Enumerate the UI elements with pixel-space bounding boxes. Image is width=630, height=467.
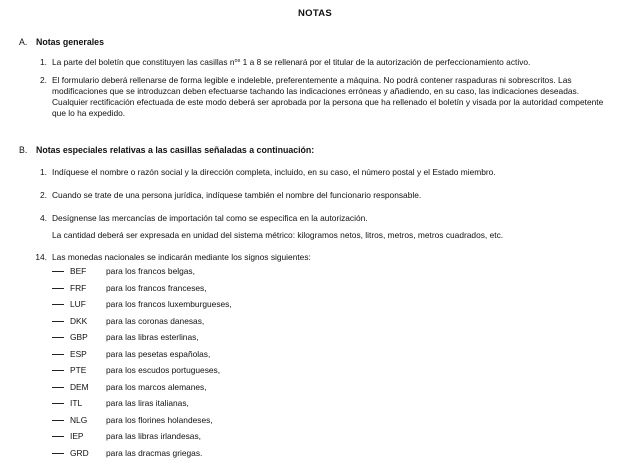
note-b4-line-1: Desígnense las mercancías de importación tal como se especifica en la autorización.	[52, 213, 368, 223]
dash-bullet	[52, 370, 64, 371]
currency-row	[52, 413, 352, 428]
note-b4	[35, 213, 616, 241]
currency-code: GRD	[70, 447, 89, 458]
currency-row	[52, 297, 352, 312]
currency-code: DKK	[70, 315, 88, 326]
currency-description: para los florines holandeses,	[106, 414, 213, 425]
currency-row	[52, 330, 352, 345]
currency-row	[52, 429, 352, 444]
currency-description: para las dracmas griegas.	[106, 447, 203, 458]
page-title: NOTAS	[297, 8, 333, 19]
currency-code: DEM	[70, 381, 89, 392]
note-a1-text: La parte del boletín que constituyen las casillas $n^{os}$ 1 a 8 se rellenará por el titular de la autorización de perfeccionamiento activo.	[52, 57, 531, 67]
note-b2-text: Cuando se trate de una persona jurídica, indíquese también el nombre del funcionario responsable.	[52, 190, 422, 200]
currency-code: GBP	[70, 332, 88, 342]
dash-bullet	[52, 436, 64, 437]
dash-bullet	[52, 321, 64, 322]
section-b-title: Notas especiales relativas a las casillas señaladas a continuación:	[36, 145, 315, 155]
currency-description: para las libras irlandesas,	[106, 431, 201, 441]
note-a2-line-4: que lo ha expedido.	[52, 108, 126, 118]
currency-description: para los francos franceses,	[106, 282, 207, 293]
dash-bullet	[52, 403, 64, 404]
currency-row	[52, 314, 352, 329]
currency-description: para los francos belgas,	[106, 266, 195, 276]
currency-code: BEF	[70, 266, 87, 276]
note-a2-number: 2.	[40, 75, 47, 85]
currency-code: ITL	[70, 398, 83, 408]
note-a2	[35, 75, 616, 119]
note-a2-line-3: Cualquier rectificación efectuada de este modo deberá ser aprobada por la persona que ha rellenado el boletín y visada por la autoridad competente	[52, 97, 604, 107]
currency-row	[52, 363, 352, 378]
note-b14-number: 14.	[35, 252, 47, 262]
currency-row	[52, 380, 352, 395]
note-b4-line-2: La cantidad deberá ser expresada en unidad del sistema métrico: kilogramos netos, litros, metros, metros cuadrados, etc.	[52, 230, 504, 240]
note-b14	[35, 252, 616, 263]
currency-code: PTE	[70, 365, 87, 375]
note-b1-number: 1.	[40, 167, 47, 177]
note-a1-number: 1.	[40, 57, 47, 67]
note-b14-text: Las monedas nacionales se indicarán mediante los signos siguientes:	[52, 252, 311, 262]
dash-bullet	[52, 420, 64, 421]
currency-row	[52, 281, 352, 296]
dash-bullet	[52, 354, 64, 355]
section-a-letter: A.	[19, 37, 28, 47]
note-a2-line-1: El formulario deberá rellenarse de forma legible e indeleble, preferentemente a máquina. No podrá contener raspaduras ni sobrescritos. Las	[52, 75, 572, 85]
currency-description: para los escudos portugueses,	[106, 365, 221, 375]
dash-bullet	[52, 271, 64, 272]
note-b1-text: Indíquese el nombre o razón social y la dirección completa, incluido, en su caso, el número postal y el Estado miembro.	[52, 167, 496, 177]
currency-description: para los francos luxemburgueses,	[106, 299, 232, 309]
currency-row	[52, 347, 352, 362]
note-b4-text	[52, 213, 616, 241]
currency-code: IEP	[70, 431, 84, 441]
note-b2-number: 2.	[40, 190, 47, 200]
dash-bullet	[52, 304, 64, 305]
section-a-heading	[19, 37, 104, 48]
currency-row	[52, 446, 352, 461]
currency-description: para las coronas danesas,	[106, 315, 205, 326]
note-b2	[35, 190, 616, 201]
note-a1	[35, 57, 616, 68]
dash-bullet	[52, 288, 64, 289]
currency-code: FRF	[70, 282, 87, 293]
currency-code: NLG	[70, 414, 88, 425]
currency-code: LUF	[70, 299, 86, 309]
currency-row	[52, 396, 352, 411]
note-b1	[35, 167, 616, 178]
dash-bullet	[52, 337, 64, 338]
note-a2-text	[52, 75, 616, 119]
currency-description: para las pesetas españolas,	[106, 348, 211, 359]
note-a2-line-2: modificaciones que se introduzcan deben efectuarse tachando las indicaciones erróneas y añadiendo, en su caso, las indicaciones deseadas.	[52, 86, 580, 96]
section-b-letter: B.	[19, 145, 28, 155]
currency-code: ESP	[70, 348, 87, 359]
section-a-title: Notas generales	[36, 37, 104, 47]
section-b-heading	[19, 145, 314, 156]
note-b4-number: 4.	[40, 213, 47, 223]
currency-description: para las liras italianas,	[106, 398, 189, 408]
currency-description: para las libras esterlinas,	[106, 332, 199, 342]
currency-description: para los marcos alemanes,	[106, 381, 207, 392]
dash-bullet	[52, 387, 64, 388]
dash-bullet	[52, 453, 64, 454]
currency-row	[52, 264, 352, 279]
